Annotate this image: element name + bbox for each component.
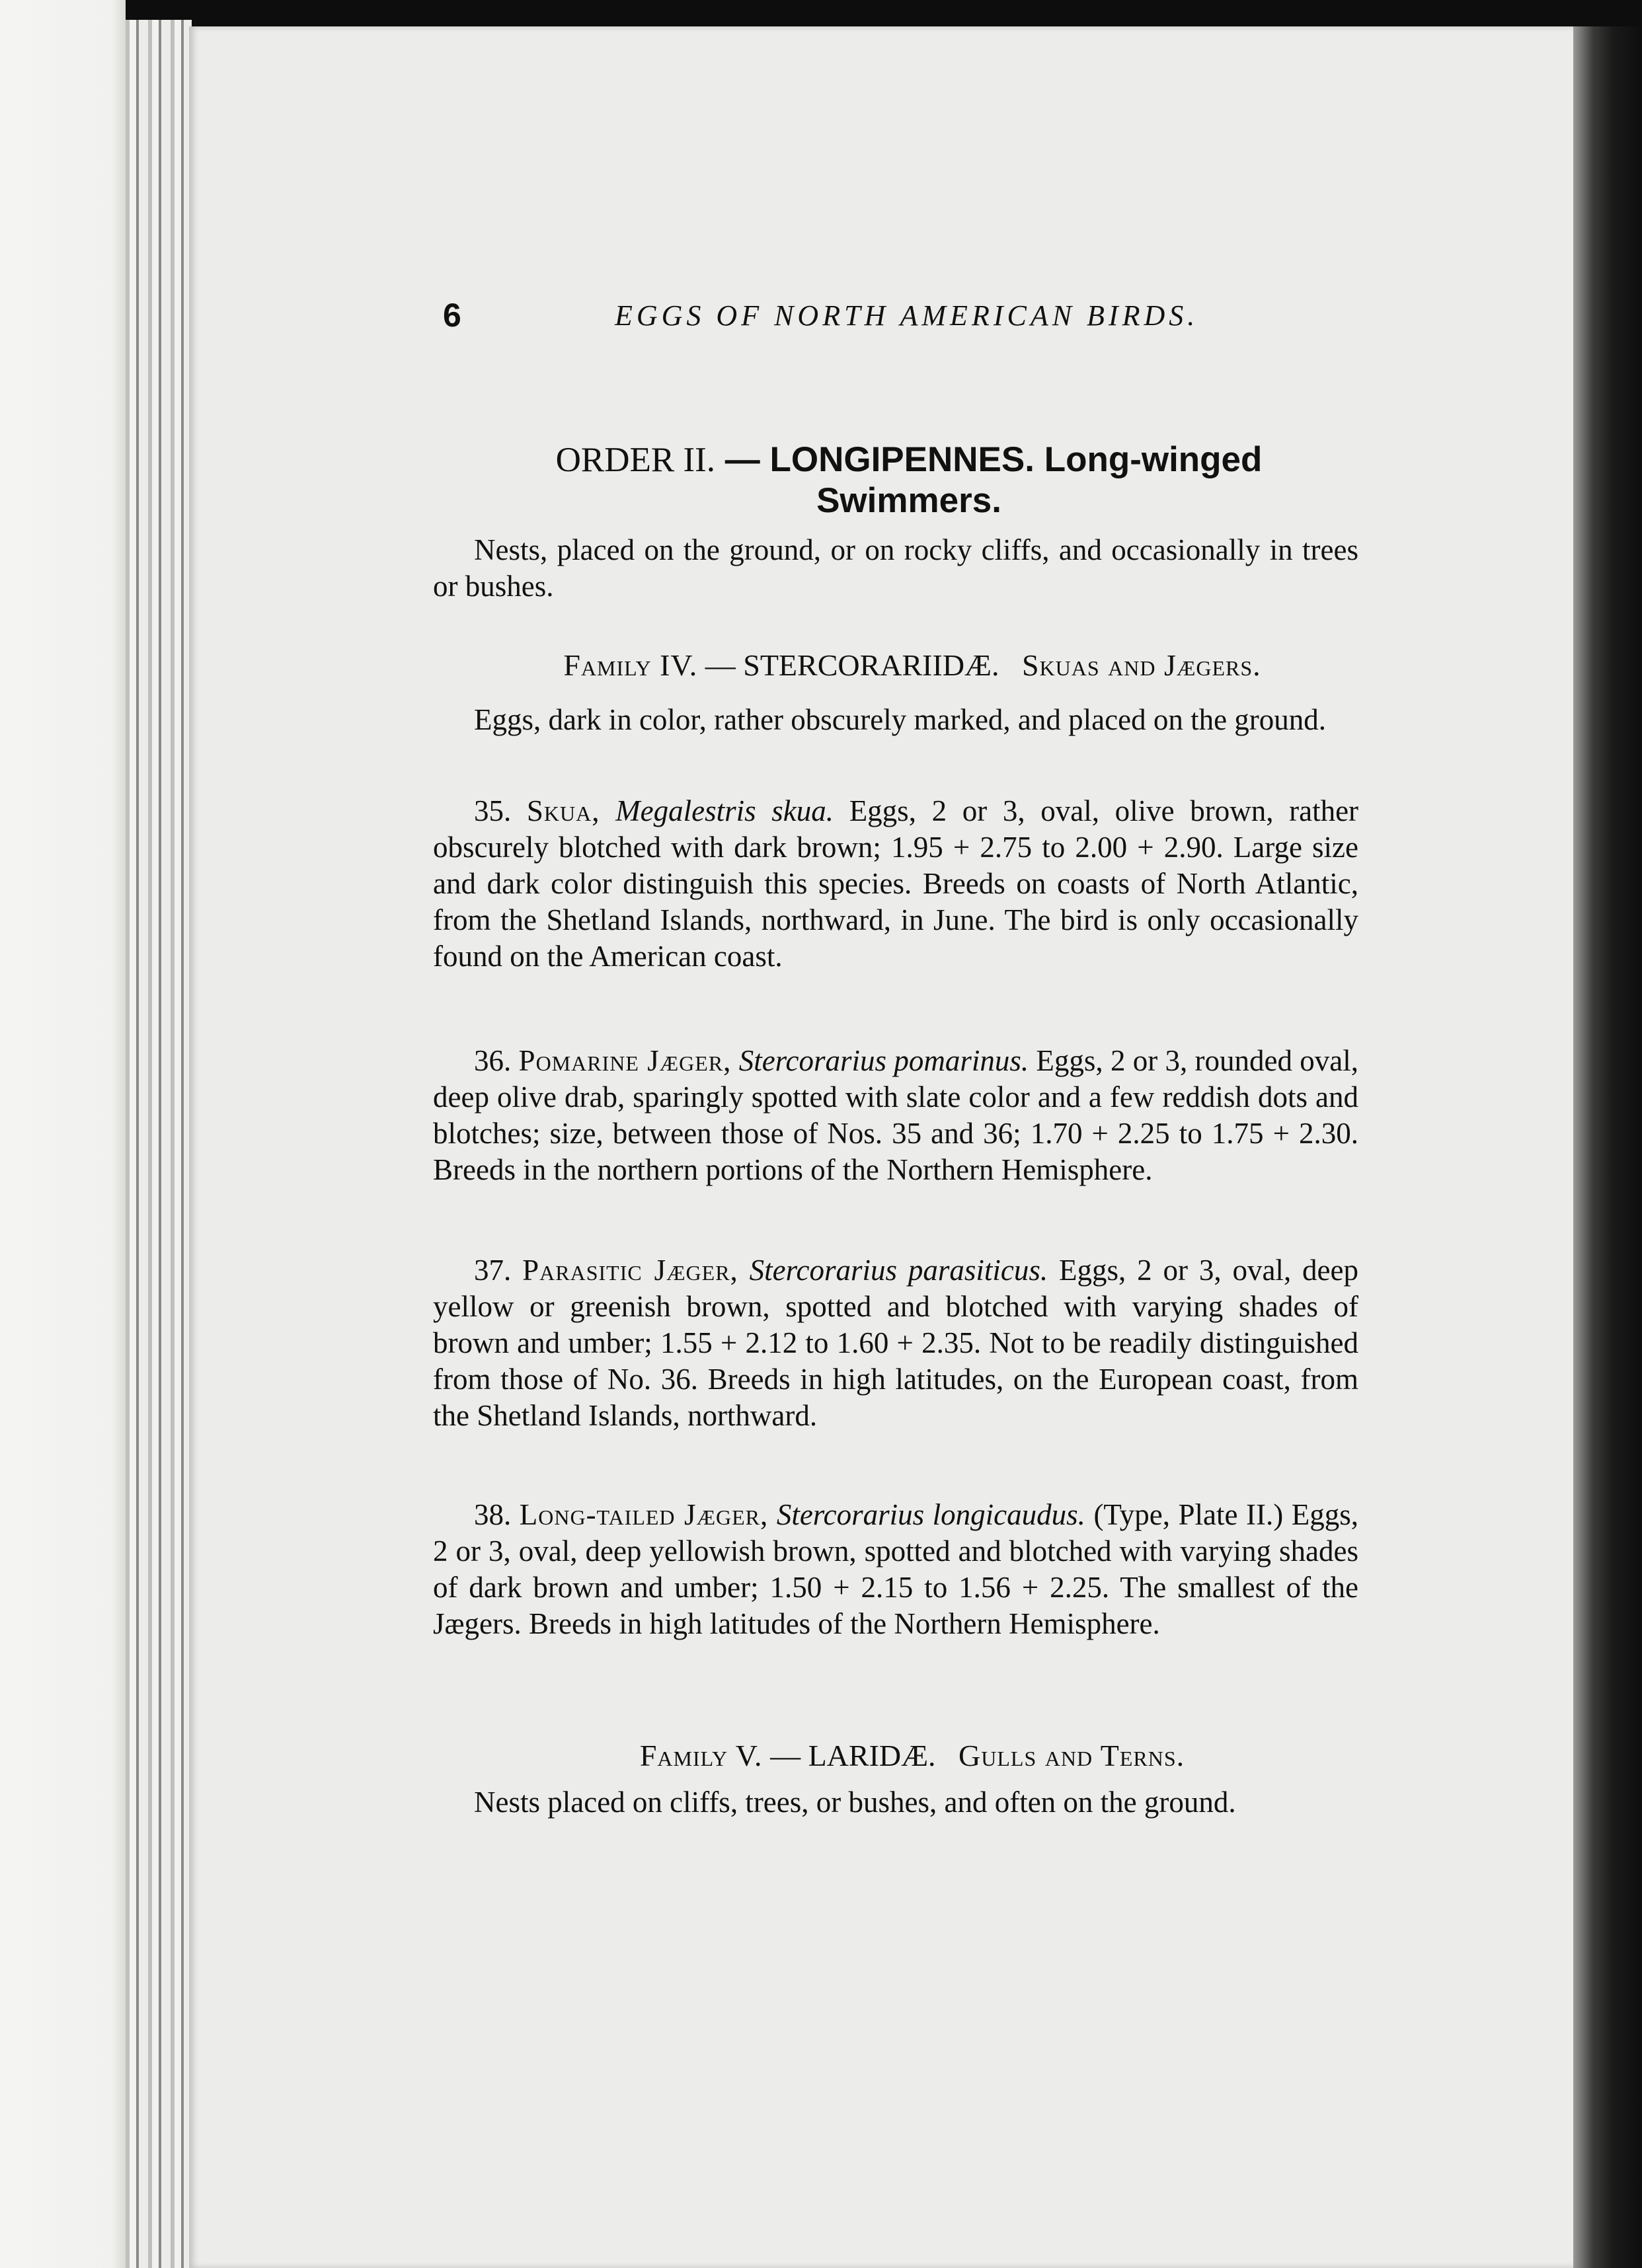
order-name: — LONGIPENNES. Long-winged Swimmers. (724, 440, 1263, 520)
species-number: 38. (474, 1498, 512, 1531)
family-iv-name: — STERCORARIIDÆ. (705, 648, 999, 682)
scan-top-border (0, 0, 1642, 26)
species-description: Eggs, 2 or 3, rounded oval, deep olive drab, sparingly spotted with slate color and a few reddish dots and blotches; size, between those of Nos. 35 and 36; 1.70 + 2.25 to 1.75 + 2.30. Breeds in the northern portions of the Northern Hemisphere. (433, 1044, 1359, 1186)
species-scientific-name: Stercorarius parasiticus. (749, 1254, 1048, 1287)
family-v-heading (463, 1738, 1362, 1773)
running-title: EGGS OF NORTH AMERICAN BIRDS. (615, 299, 1199, 332)
family-iv-common: Skuas and Jægers. (1021, 648, 1261, 682)
species-scientific-name: Megalestris skua. (615, 794, 834, 827)
order-heading (496, 439, 1322, 521)
page-number: 6 (443, 297, 461, 334)
family-iv-description: Eggs, dark in color, rather obscurely marked, and placed on the ground. (474, 703, 1327, 736)
species-common-name: Parasitic Jæger, (522, 1254, 738, 1287)
species-common-name: Pomarine Jæger, (518, 1044, 732, 1077)
species-common-name: Skua, (526, 794, 600, 827)
species-description: Eggs, 2 or 3, oval, deep yellow or greenish brown, spotted and blotched with varying shades of brown and umber; 1.55 + 2.12 to 1.60 + 2.35. Not to be readily distinguished from those of No. 36. Breeds in high latitudes, on the European coast, from the Shetland Islands, northward. (433, 1254, 1359, 1432)
book-spine-shadow (1573, 26, 1642, 2268)
species-scientific-name: Stercorarius pomarinus. (738, 1044, 1029, 1077)
order-description: Nests, placed on the ground, or on rocky cliffs, and occasionally in trees or bushes. (433, 533, 1358, 603)
species-entry-37 (433, 1252, 1358, 1434)
species-entry-35 (433, 793, 1358, 975)
family-v-description: Nests placed on cliffs, trees, or bushes, and often on the ground. (474, 1786, 1236, 1819)
species-entry-36 (433, 1043, 1358, 1188)
species-scientific-name: Stercorarius longicaudus. (776, 1498, 1085, 1531)
family-iv-label: Family IV. (563, 648, 698, 682)
family-v-label: Family V. (639, 1739, 763, 1772)
family-v-common: Gulls and Terns. (958, 1739, 1185, 1772)
species-description: (Type, Plate II.) Eggs, 2 or 3, oval, deep yellowish brown, spotted and blotched with varying shades of dark brown and umber; 1.50 + 2.15 to 1.56 + 2.25. The smallest of the Jægers. Breeds in high latitudes of the Northern Hemisphere. (433, 1498, 1358, 1640)
running-head (443, 296, 1210, 342)
species-number: 36. (474, 1044, 512, 1077)
family-iv-heading (463, 648, 1362, 683)
species-common-name: Long-tailed Jæger, (519, 1498, 769, 1531)
species-description: Eggs, 2 or 3, oval, olive brown, rather obscurely blotched with dark brown; 1.95 + 2.75 to 2.00 + 2.90. Large size and dark color distinguish this species. Breeds on coasts of North Atlantic, from the Shetland Islands, northward, in June. The bird is only occasionally found on the American coast. (433, 794, 1359, 973)
scan-left-margin (0, 0, 126, 2268)
species-number: 37. (474, 1254, 512, 1287)
book-page-edges (126, 20, 192, 2268)
order-label: ORDER II. (555, 441, 716, 479)
species-number: 35. (474, 794, 512, 827)
species-entry-38 (433, 1497, 1358, 1642)
family-v-name: — LARIDÆ. (770, 1739, 936, 1772)
